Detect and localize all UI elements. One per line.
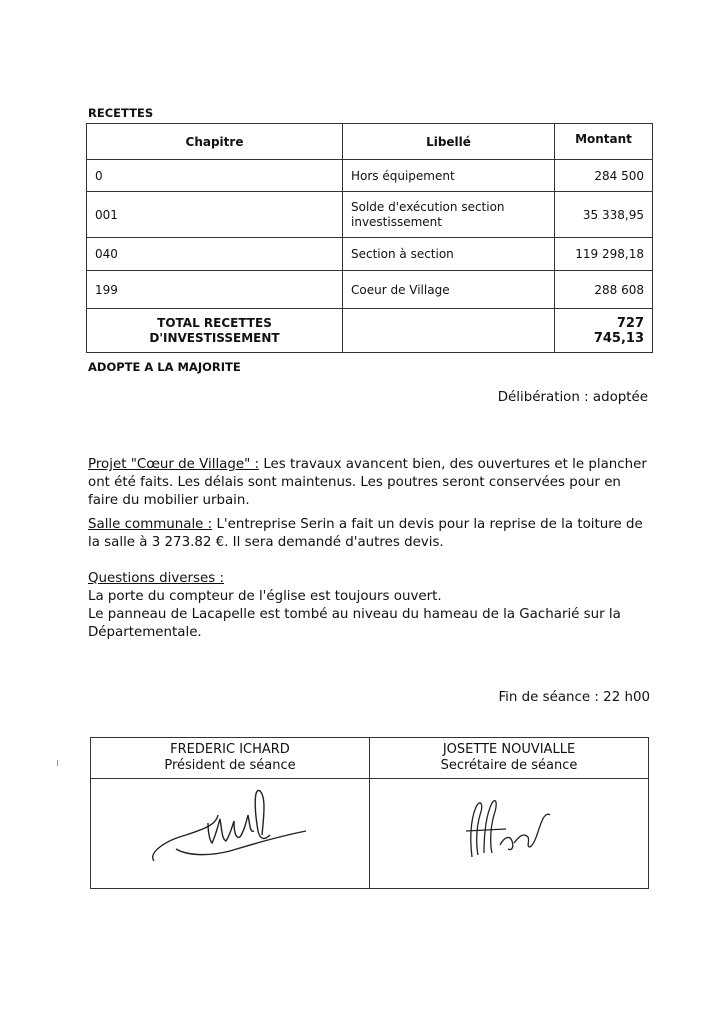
total-value: 727 745,13 — [555, 309, 653, 353]
cell-libelle: Coeur de Village — [343, 271, 555, 309]
recettes-heading: RECETTES — [88, 106, 154, 120]
total-label-line1: TOTAL RECETTES — [157, 315, 272, 330]
cell-montant: 119 298,18 — [555, 238, 653, 271]
header-montant: Montant — [555, 124, 653, 160]
president-signature-cell — [91, 779, 370, 889]
questions-paragraph — [88, 570, 648, 642]
cell-libelle: Hors équipement — [343, 160, 555, 192]
signature-left-header — [91, 738, 370, 779]
secretary-name: JOSETTE NOUVIALLE — [442, 742, 576, 757]
projet-text: Les travaux avancent bien, des ouvertures et le plancher ont été faits. Les délais sont maintenus. Les poutres seront conservées pour en faire du mobilier urbain. — [88, 457, 647, 508]
president-name: FREDERIC ICHARD — [170, 742, 290, 757]
table-row — [87, 192, 653, 238]
cell-montant: 35 338,95 — [555, 192, 653, 238]
projet-paragraph — [88, 456, 648, 510]
cell-montant: 284 500 — [555, 160, 653, 192]
total-empty-cell — [343, 309, 555, 353]
cell-chapitre: 040 — [87, 238, 343, 271]
end-of-session: Fin de séance : 22 h00 — [498, 690, 650, 705]
signature-header-row — [91, 738, 649, 779]
table-row — [87, 160, 653, 192]
table-header-row — [87, 124, 653, 160]
cell-chapitre: 0 — [87, 160, 343, 192]
cell-libelle: Section à section — [343, 238, 555, 271]
president-role: Président de séance — [164, 758, 296, 773]
cell-chapitre: 199 — [87, 271, 343, 309]
president-signature — [146, 785, 316, 875]
salle-paragraph — [88, 516, 648, 552]
secretary-role: Secrétaire de séance — [440, 758, 578, 773]
salle-title: Salle communale : — [88, 517, 213, 532]
total-label — [87, 309, 343, 353]
table-total-row — [87, 309, 653, 353]
signature-table — [90, 737, 649, 889]
header-libelle: Libellé — [343, 124, 555, 160]
projet-title: Projet "Cœur de Village" : — [88, 457, 260, 472]
vote-result: ADOPTE A LA MAJORITE — [88, 360, 241, 374]
questions-line2: Le panneau de Lacapelle est tombé au niveau du hameau de la Gacharié sur la Départementale. — [88, 607, 621, 640]
cell-chapitre: 001 — [87, 192, 343, 238]
signature-body-row — [91, 779, 649, 889]
total-label-line2: D'INVESTISSEMENT — [149, 330, 280, 345]
deliberation-status: Délibération : adoptée — [497, 390, 648, 405]
header-chapitre: Chapitre — [87, 124, 343, 160]
secretary-signature — [450, 785, 560, 875]
signature-right-header — [370, 738, 649, 779]
cell-libelle: Solde d'exécution section investissement — [343, 192, 555, 238]
questions-line1: La porte du compteur de l'église est toujours ouvert. — [88, 589, 442, 604]
recettes-table — [86, 123, 653, 353]
secretary-signature-cell — [370, 779, 649, 889]
table-row — [87, 271, 653, 309]
cell-montant: 288 608 — [555, 271, 653, 309]
margin-mark — [57, 760, 58, 766]
table-row — [87, 238, 653, 271]
salle-text: L'entreprise Serin a fait un devis pour la reprise de la toiture de la salle à 3 273.82 €. Il sera demandé d'autres devis. — [88, 517, 643, 550]
questions-title: Questions diverses : — [88, 571, 224, 586]
